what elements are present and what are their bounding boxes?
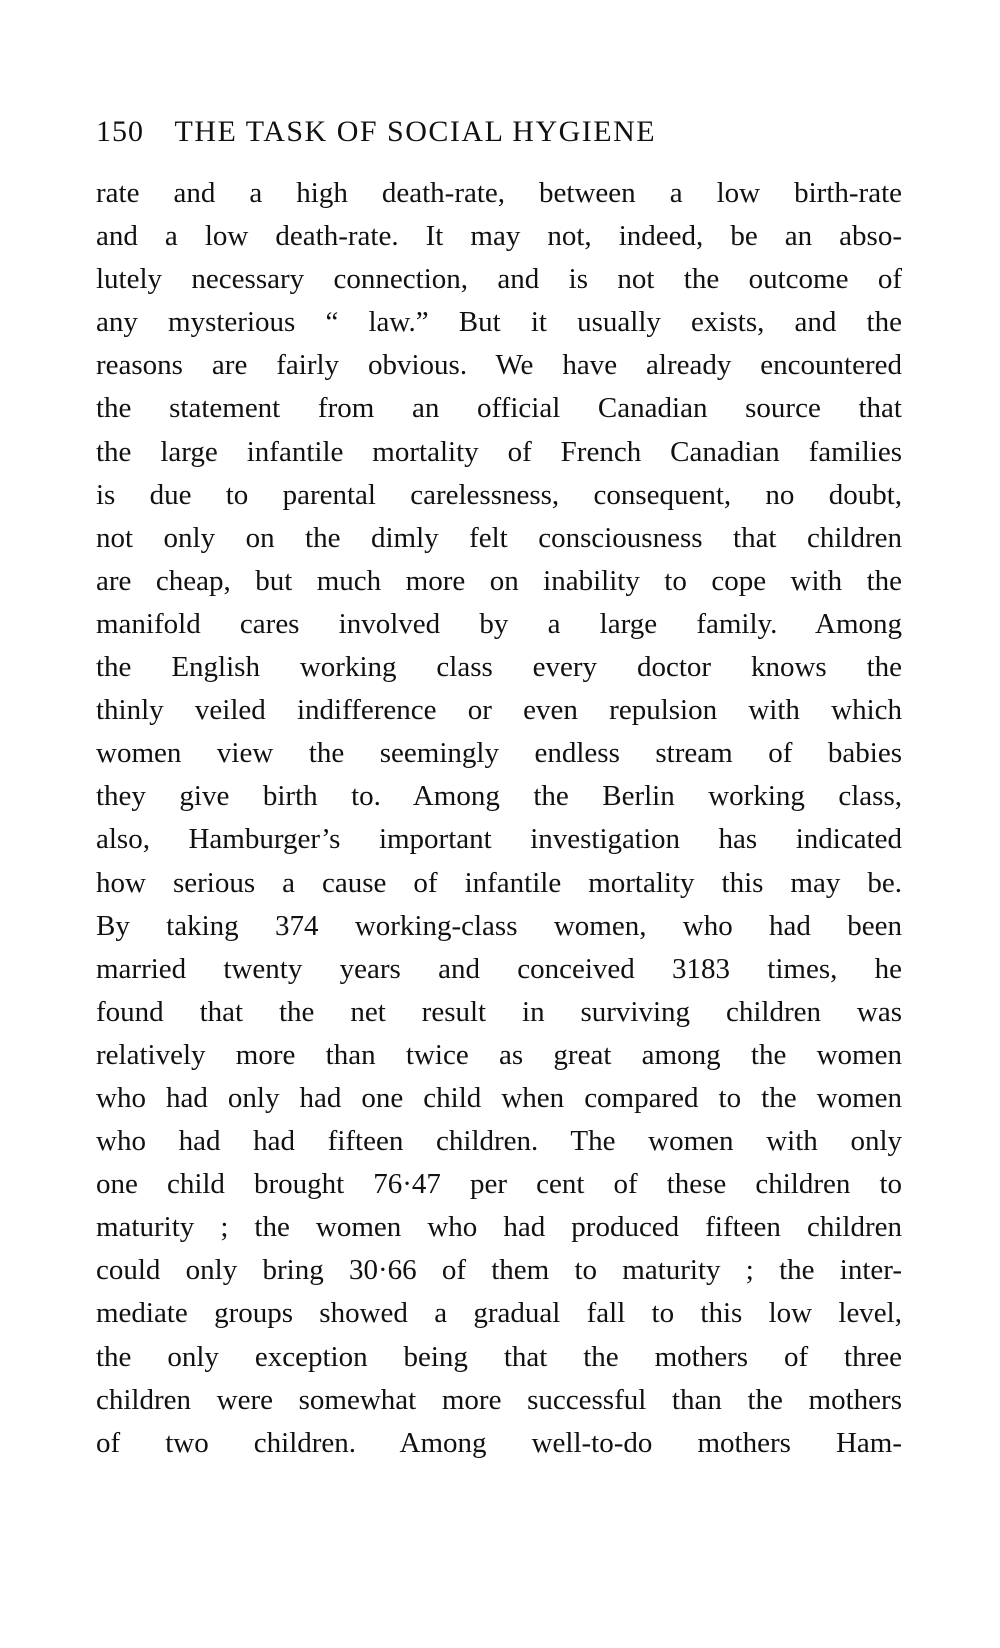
text-line: who had had fifteen children. The women with only (96, 1125, 902, 1158)
text-line: any mysterious “ law.” But it usually exists, and the (96, 306, 902, 339)
text-line: thinly veiled indifference or even repulsion with which (96, 694, 902, 727)
text-line: married twenty years and conceived 3183 times, he (96, 952, 902, 985)
text-line: are cheap, but much more on inability to cope with the (96, 564, 902, 597)
text-line: the only exception being that the mothers of three (96, 1340, 902, 1373)
text-line: lutely necessary connection, and is not the outcome of (96, 263, 902, 296)
text-line: and a low death-rate. It may not, indeed, be an abso- (96, 220, 902, 253)
text-line: reasons are fairly obvious. We have already encountered (96, 349, 902, 382)
text-line: not only on the dimly felt consciousness that children (96, 521, 902, 554)
body-text (96, 172, 902, 1465)
page-number: 150 (96, 115, 144, 148)
text-line: women view the seemingly endless stream of babies (96, 737, 902, 770)
text-line: rate and a high death-rate, between a low birth-rate (96, 177, 902, 209)
text-line: relatively more than twice as great among the women (96, 1038, 902, 1071)
text-line: how serious a cause of infantile mortality this may be. (96, 866, 902, 899)
text-line: mediate groups showed a gradual fall to this low level, (96, 1297, 902, 1330)
text-line: By taking 374 working-class women, who had been (96, 909, 902, 942)
text-line: could only bring 30·66 of them to maturity ; the inter- (96, 1254, 902, 1287)
text-line: children were somewhat more successful than the mothers (96, 1383, 902, 1416)
text-line: the statement from an official Canadian source that (96, 392, 902, 425)
text-line: the English working class every doctor knows the (96, 651, 902, 684)
running-title: THE TASK OF SOCIAL HYGIENE (174, 115, 657, 148)
text-line: they give birth to. Among the Berlin working class, (96, 780, 902, 813)
text-line: the large infantile mortality of French Canadian families (96, 435, 902, 468)
text-line: of two children. Among well-to-do mothers Ham- (96, 1426, 902, 1459)
text-line: found that the net result in surviving children was (96, 995, 902, 1028)
text-line: also, Hamburger’s important investigation has indicated (96, 823, 902, 856)
text-line: maturity ; the women who had produced fifteen children (96, 1211, 902, 1244)
text-line: one child brought 76·47 per cent of these children to (96, 1168, 902, 1201)
running-head (96, 112, 856, 152)
text-line: is due to parental carelessness, consequent, no doubt, (96, 478, 902, 511)
text-line: manifold cares involved by a large family. Among (96, 607, 902, 640)
text-line: who had only had one child when compared to the women (96, 1081, 902, 1114)
